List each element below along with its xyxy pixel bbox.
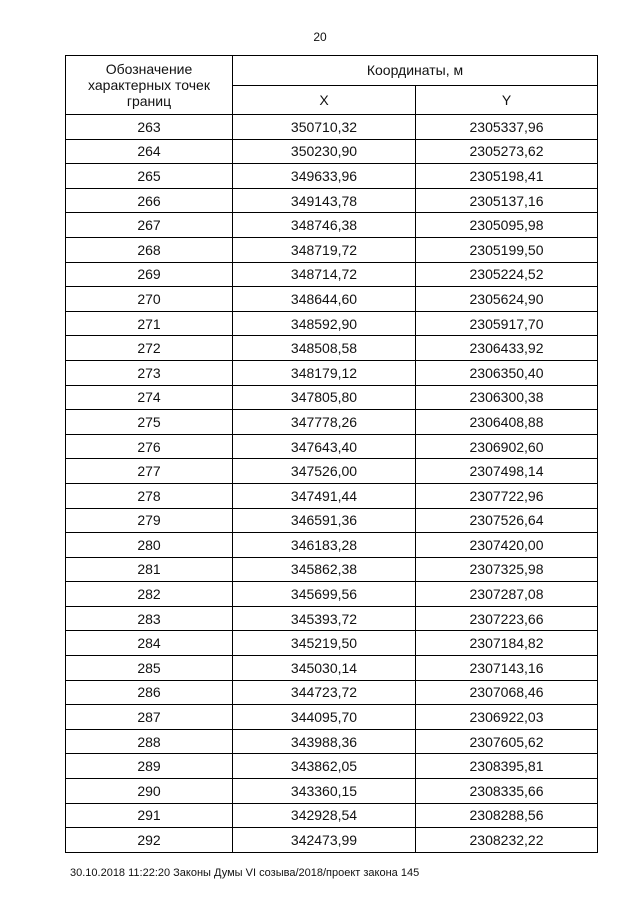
table-row bbox=[66, 582, 598, 607]
x-coordinate-cell: 348179,12 bbox=[233, 360, 416, 385]
x-coordinate-cell: 342473,99 bbox=[233, 828, 416, 853]
x-coordinate-cell: 348592,90 bbox=[233, 311, 416, 336]
y-coordinate-cell: 2306922,03 bbox=[416, 705, 598, 730]
y-coordinate-cell: 2307068,46 bbox=[416, 680, 598, 705]
y-coordinate-cell: 2305337,96 bbox=[416, 115, 598, 140]
x-coordinate-cell: 343988,36 bbox=[233, 729, 416, 754]
point-id-cell: 292 bbox=[66, 828, 233, 853]
point-id-cell: 275 bbox=[66, 410, 233, 435]
table-row bbox=[66, 533, 598, 558]
table-row bbox=[66, 828, 598, 853]
table-row bbox=[66, 188, 598, 213]
table-row bbox=[66, 606, 598, 631]
y-coordinate-cell: 2306433,92 bbox=[416, 336, 598, 361]
y-coordinate-cell: 2305199,50 bbox=[416, 237, 598, 262]
y-coordinate-cell: 2307498,14 bbox=[416, 459, 598, 484]
point-id-cell: 263 bbox=[66, 115, 233, 140]
x-coordinate-cell: 347805,80 bbox=[233, 385, 416, 410]
point-id-cell: 277 bbox=[66, 459, 233, 484]
table-body bbox=[66, 115, 598, 853]
x-coordinate-cell: 346591,36 bbox=[233, 508, 416, 533]
table-row bbox=[66, 360, 598, 385]
x-coordinate-cell: 345699,56 bbox=[233, 582, 416, 607]
y-coordinate-cell: 2305273,62 bbox=[416, 139, 598, 164]
table-row bbox=[66, 410, 598, 435]
x-coordinate-cell: 347778,26 bbox=[233, 410, 416, 435]
y-coordinate-cell: 2307223,66 bbox=[416, 606, 598, 631]
x-coordinate-cell: 347491,44 bbox=[233, 483, 416, 508]
y-coordinate-cell: 2306300,38 bbox=[416, 385, 598, 410]
x-coordinate-cell: 349633,96 bbox=[233, 164, 416, 189]
x-column-header: X bbox=[233, 85, 416, 115]
table-row bbox=[66, 705, 598, 730]
y-coordinate-cell: 2307184,82 bbox=[416, 631, 598, 656]
coordinates-table bbox=[65, 55, 598, 853]
page-number: 20 bbox=[313, 30, 327, 44]
x-coordinate-cell: 348714,72 bbox=[233, 262, 416, 287]
point-id-cell: 274 bbox=[66, 385, 233, 410]
table-row bbox=[66, 656, 598, 681]
y-coordinate-cell: 2305624,90 bbox=[416, 287, 598, 312]
table-row bbox=[66, 434, 598, 459]
point-id-cell: 267 bbox=[66, 213, 233, 238]
x-coordinate-cell: 344095,70 bbox=[233, 705, 416, 730]
point-id-cell: 286 bbox=[66, 680, 233, 705]
table-row bbox=[66, 139, 598, 164]
y-coordinate-cell: 2307325,98 bbox=[416, 557, 598, 582]
x-coordinate-cell: 348719,72 bbox=[233, 237, 416, 262]
point-id-cell: 287 bbox=[66, 705, 233, 730]
y-coordinate-cell: 2305198,41 bbox=[416, 164, 598, 189]
y-coordinate-cell: 2305917,70 bbox=[416, 311, 598, 336]
table-row bbox=[66, 483, 598, 508]
y-coordinate-cell: 2307722,96 bbox=[416, 483, 598, 508]
point-id-cell: 281 bbox=[66, 557, 233, 582]
y-coordinate-cell: 2308288,56 bbox=[416, 803, 598, 828]
point-id-cell: 282 bbox=[66, 582, 233, 607]
point-id-cell: 279 bbox=[66, 508, 233, 533]
point-label-header: Обозначение характерных точек границ bbox=[66, 56, 233, 115]
y-coordinate-cell: 2308232,22 bbox=[416, 828, 598, 853]
table-row bbox=[66, 164, 598, 189]
y-coordinate-cell: 2305095,98 bbox=[416, 213, 598, 238]
x-coordinate-cell: 345030,14 bbox=[233, 656, 416, 681]
x-coordinate-cell: 349143,78 bbox=[233, 188, 416, 213]
y-coordinate-cell: 2307526,64 bbox=[416, 508, 598, 533]
point-id-cell: 288 bbox=[66, 729, 233, 754]
point-id-cell: 271 bbox=[66, 311, 233, 336]
x-coordinate-cell: 343862,05 bbox=[233, 754, 416, 779]
y-coordinate-cell: 2307143,16 bbox=[416, 656, 598, 681]
table-row bbox=[66, 729, 598, 754]
x-coordinate-cell: 350710,32 bbox=[233, 115, 416, 140]
point-id-cell: 289 bbox=[66, 754, 233, 779]
y-column-header: Y bbox=[416, 85, 598, 115]
y-coordinate-cell: 2306350,40 bbox=[416, 360, 598, 385]
y-coordinate-cell: 2307287,08 bbox=[416, 582, 598, 607]
x-coordinate-cell: 348644,60 bbox=[233, 287, 416, 312]
point-id-cell: 272 bbox=[66, 336, 233, 361]
coordinates-group-header: Координаты, м bbox=[233, 56, 598, 86]
table-row bbox=[66, 631, 598, 656]
point-id-cell: 291 bbox=[66, 803, 233, 828]
point-id-cell: 278 bbox=[66, 483, 233, 508]
point-id-cell: 280 bbox=[66, 533, 233, 558]
table-row bbox=[66, 262, 598, 287]
x-coordinate-cell: 343360,15 bbox=[233, 779, 416, 804]
table-row bbox=[66, 287, 598, 312]
y-coordinate-cell: 2305224,52 bbox=[416, 262, 598, 287]
table-row bbox=[66, 237, 598, 262]
footer-timestamp: 30.10.2018 11:22:20 Законы Думы VI созыва/2018/проект закона 145 bbox=[70, 867, 420, 879]
point-id-cell: 285 bbox=[66, 656, 233, 681]
point-id-cell: 290 bbox=[66, 779, 233, 804]
x-coordinate-cell: 342928,54 bbox=[233, 803, 416, 828]
x-coordinate-cell: 348508,58 bbox=[233, 336, 416, 361]
y-coordinate-cell: 2306408,88 bbox=[416, 410, 598, 435]
point-id-cell: 284 bbox=[66, 631, 233, 656]
table-row bbox=[66, 336, 598, 361]
point-id-cell: 276 bbox=[66, 434, 233, 459]
point-id-cell: 265 bbox=[66, 164, 233, 189]
table-row bbox=[66, 754, 598, 779]
table-row bbox=[66, 213, 598, 238]
point-id-cell: 269 bbox=[66, 262, 233, 287]
x-coordinate-cell: 345219,50 bbox=[233, 631, 416, 656]
table-row bbox=[66, 779, 598, 804]
y-coordinate-cell: 2308395,81 bbox=[416, 754, 598, 779]
point-id-cell: 283 bbox=[66, 606, 233, 631]
x-coordinate-cell: 345393,72 bbox=[233, 606, 416, 631]
y-coordinate-cell: 2308335,66 bbox=[416, 779, 598, 804]
x-coordinate-cell: 347643,40 bbox=[233, 434, 416, 459]
point-id-cell: 273 bbox=[66, 360, 233, 385]
table-row bbox=[66, 557, 598, 582]
point-id-cell: 268 bbox=[66, 237, 233, 262]
point-id-cell: 270 bbox=[66, 287, 233, 312]
table-row bbox=[66, 508, 598, 533]
point-id-cell: 266 bbox=[66, 188, 233, 213]
table-row bbox=[66, 459, 598, 484]
x-coordinate-cell: 350230,90 bbox=[233, 139, 416, 164]
table-row bbox=[66, 115, 598, 140]
header-row-top bbox=[66, 56, 598, 86]
x-coordinate-cell: 348746,38 bbox=[233, 213, 416, 238]
y-coordinate-cell: 2307605,62 bbox=[416, 729, 598, 754]
y-coordinate-cell: 2306902,60 bbox=[416, 434, 598, 459]
point-id-cell: 264 bbox=[66, 139, 233, 164]
table-row bbox=[66, 311, 598, 336]
x-coordinate-cell: 346183,28 bbox=[233, 533, 416, 558]
y-coordinate-cell: 2305137,16 bbox=[416, 188, 598, 213]
y-coordinate-cell: 2307420,00 bbox=[416, 533, 598, 558]
x-coordinate-cell: 345862,38 bbox=[233, 557, 416, 582]
x-coordinate-cell: 344723,72 bbox=[233, 680, 416, 705]
table-row bbox=[66, 385, 598, 410]
table-header bbox=[66, 56, 598, 115]
x-coordinate-cell: 347526,00 bbox=[233, 459, 416, 484]
table-row bbox=[66, 680, 598, 705]
table-row bbox=[66, 803, 598, 828]
